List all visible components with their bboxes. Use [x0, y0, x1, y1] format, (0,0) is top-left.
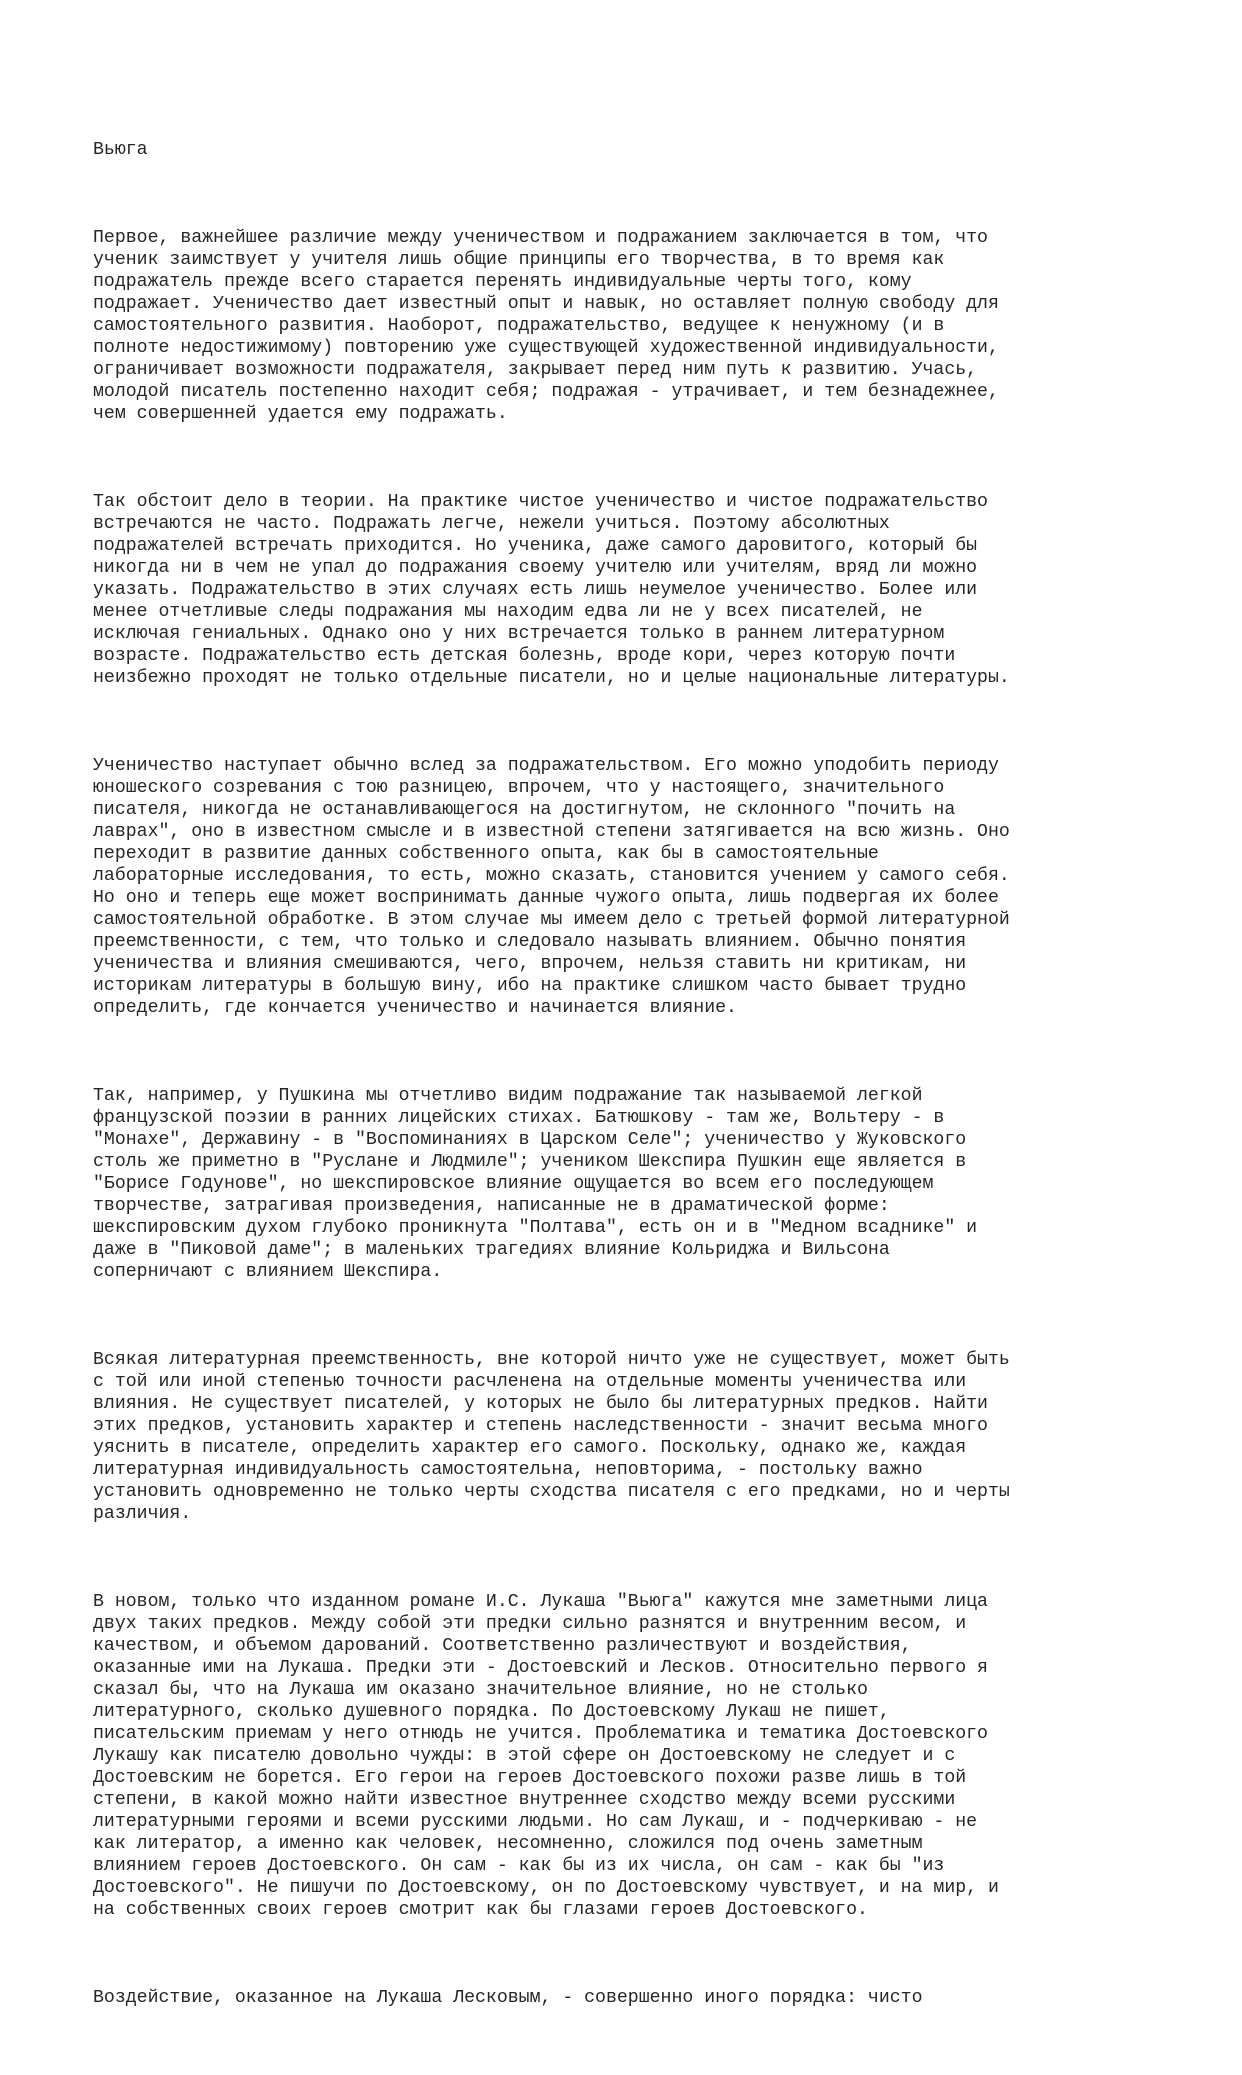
text-line: столь же приметно в "Руслане и Людмиле"; учеником Шекспира Пушкин еще является в	[93, 1152, 967, 1172]
text-line: писателя, никогда не останавливающегося на достигнутом, не склонного "почить на	[93, 800, 956, 820]
paragraph	[93, 1349, 1213, 1525]
text-line: полноте недостижимому) повторению уже существующей художественной индивидуальности,	[93, 338, 999, 358]
text-line: возрасте. Подражательство есть детская болезнь, вроде кори, через которую почти	[93, 646, 956, 666]
text-line: Но оно и теперь еще может воспринимать данные чужого опыта, лишь подвергая их более	[93, 888, 999, 908]
paragraph	[93, 491, 1213, 689]
text-line: ученичества и влияния смешиваются, чего, впрочем, нельзя ставить ни критикам, ни	[93, 954, 967, 974]
text-line: лаврах", оно в известном смысле и в известной степени затягивается на всю жизнь. Оно	[93, 822, 1010, 842]
text-line: как литератор, а именно как человек, несомненно, сложился под очень заметным	[93, 1834, 923, 1854]
text-line: литературными героями и всеми русскими людьми. Но сам Лукаш, и - подчеркиваю - не	[93, 1812, 978, 1832]
text-line: неизбежно проходят не только отдельные писатели, но и целые национальные литературы.	[93, 668, 1010, 688]
text-line: степени, в какой можно найти известное внутреннее сходство между всеми русскими	[93, 1790, 956, 1810]
text-line: "Борисе Годунове", но шекспировское влияние ощущается во всем его последующем	[93, 1174, 934, 1194]
paragraph	[93, 755, 1213, 1019]
text-line: оказанные ими на Лукаша. Предки эти - Достоевский и Лесков. Относительно первого я	[93, 1658, 988, 1678]
text-line: соперничают с влиянием Шекспира.	[93, 1262, 443, 1282]
text-line: самостоятельного развития. Наоборот, подражательство, ведущее к ненужному (и в	[93, 316, 945, 336]
paragraph	[93, 227, 1213, 425]
text-line: установить одновременно не только черты сходства писателя с его предками, но и черты	[93, 1482, 1010, 1502]
text-line: с той или иной степенью точности расчленена на отдельные моменты ученичества или	[93, 1372, 967, 1392]
text-line: указать. Подражательство в этих случаях есть лишь неумелое ученичество. Более или	[93, 580, 978, 600]
text-line: шекспировским духом глубоко проникнута "Полтава", есть он и в "Медном всаднике" и	[93, 1218, 978, 1238]
text-line: Первое, важнейшее различие между ученичеством и подражанием заключается в том, что	[93, 228, 988, 248]
text-line: В новом, только что изданном романе И.С. Лукаша "Вьюга" кажутся мне заметными лица	[93, 1592, 988, 1612]
text-line: встречаются не часто. Подражать легче, нежели учиться. Поэтому абсолютных	[93, 514, 890, 534]
text-line: юношеского созревания с тою разницею, впрочем, что у настоящего, значительного	[93, 778, 945, 798]
text-line: Достоевского". Не пишучи по Достоевскому, он по Достоевскому чувствует, и на мир, и	[93, 1878, 999, 1898]
text-line: французской поэзии в ранних лицейских стихах. Батюшкову - там же, Вольтеру - в	[93, 1108, 945, 1128]
text-line: литературного, сколько душевного порядка. По Достоевскому Лукаш не пишет,	[93, 1702, 890, 1722]
paragraph	[93, 1591, 1213, 1921]
text-line: Ученичество наступает обычно вслед за подражательством. Его можно уподобить периоду	[93, 756, 999, 776]
text-line: лабораторные исследования, то есть, можно сказать, становится учением у самого себя.	[93, 866, 1010, 886]
text-line: подражает. Ученичество дает известный опыт и навык, но оставляет полную свободу для	[93, 294, 999, 314]
text-line: молодой писатель постепенно находит себя; подражая - утрачивает, и тем безнадежнее,	[93, 382, 999, 402]
text-line: преемственности, с тем, что только и следовало называть влиянием. Обычно понятия	[93, 932, 967, 952]
text-line: ограничивает возможности подражателя, закрывает перед ним путь к развитию. Учась,	[93, 360, 978, 380]
text-line: Так обстоит дело в теории. На практике чистое ученичество и чистое подражательство	[93, 492, 988, 512]
document-title: Вьюга	[93, 140, 148, 160]
text-line: Лукашу как писателю довольно чужды: в этой сфере он Достоевскому не следует и с	[93, 1746, 956, 1766]
text-line: на собственных своих героев смотрит как бы глазами героев Достоевского.	[93, 1900, 868, 1920]
text-line: подражатель прежде всего старается перенять индивидуальные черты того, кому	[93, 272, 912, 292]
text-line: переходит в развитие данных собственного опыта, как бы в самостоятельные	[93, 844, 879, 864]
text-line: писательским приемам у него отнюдь не учится. Проблематика и тематика Достоевского	[93, 1724, 988, 1744]
text-line: даже в "Пиковой даме"; в маленьких трагедиях влияние Кольриджа и Вильсона	[93, 1240, 890, 1260]
text-line: творчестве, затрагивая произведения, написанные не в драматической форме:	[93, 1196, 890, 1216]
text-line: Достоевским не борется. Его герои на героев Достоевского похожи разве лишь в той	[93, 1768, 967, 1788]
text-line: двух таких предков. Между собой эти предки сильно разнятся и внутренним весом, и	[93, 1614, 967, 1634]
text-line: этих предков, установить характер и степень наследственности - значит весьма много	[93, 1416, 988, 1436]
paragraph	[93, 1085, 1213, 1283]
text-line: ученик заимствует у учителя лишь общие принципы его творчества, в то время как	[93, 250, 945, 270]
text-line: самостоятельной обработке. В этом случае мы имеем дело с третьей формой литературной	[93, 910, 1010, 930]
text-line: "Монахе", Державину - в "Воспоминаниях в Царском Селе"; ученичество у Жуковского	[93, 1130, 967, 1150]
text-line: исключая гениальных. Однако оно у них встречается только в раннем литературном	[93, 624, 945, 644]
text-line: подражателей встречать приходится. Но ученика, даже самого даровитого, который бы	[93, 536, 978, 556]
text-line: чем совершенней удается ему подражать.	[93, 404, 508, 424]
text-line: уяснить в писателе, определить характер его самого. Поскольку, однако же, каждая	[93, 1438, 967, 1458]
text-line: влияния. Не существует писателей, у которых не было бы литературных предков. Найти	[93, 1394, 988, 1414]
text-line: менее отчетливые следы подражания мы находим едва ли не у всех писателей, не	[93, 602, 923, 622]
text-line: никогда ни в чем не упал до подражания своему учителю или учителям, вряд ли можно	[93, 558, 978, 578]
text-line: сказал бы, что на Лукаша им оказано значительное влияние, но не столько	[93, 1680, 868, 1700]
paragraph	[93, 1987, 1213, 2009]
text-line: Так, например, у Пушкина мы отчетливо видим подражание так называемой легкой	[93, 1086, 923, 1106]
text-line: Всякая литературная преемственность, вне которой ничто уже не существует, может быть	[93, 1350, 1010, 1370]
document-body	[93, 95, 1213, 2075]
text-line: влиянием героев Достоевского. Он сам - как бы из их числа, он сам - как бы "из	[93, 1856, 945, 1876]
text-line: литературная индивидуальность самостоятельна, неповторима, - постольку важно	[93, 1460, 923, 1480]
text-line: Воздействие, оказанное на Лукаша Лесковым, - совершенно иного порядка: чисто	[93, 1988, 923, 2008]
text-line: определить, где кончается ученичество и начинается влияние.	[93, 998, 737, 1018]
text-line: историкам литературы в большую вину, ибо на практике слишком часто бывает трудно	[93, 976, 967, 996]
text-line: различия.	[93, 1504, 192, 1524]
text-line: качеством, и объемом дарований. Соответственно различествуют и воздействия,	[93, 1636, 912, 1656]
